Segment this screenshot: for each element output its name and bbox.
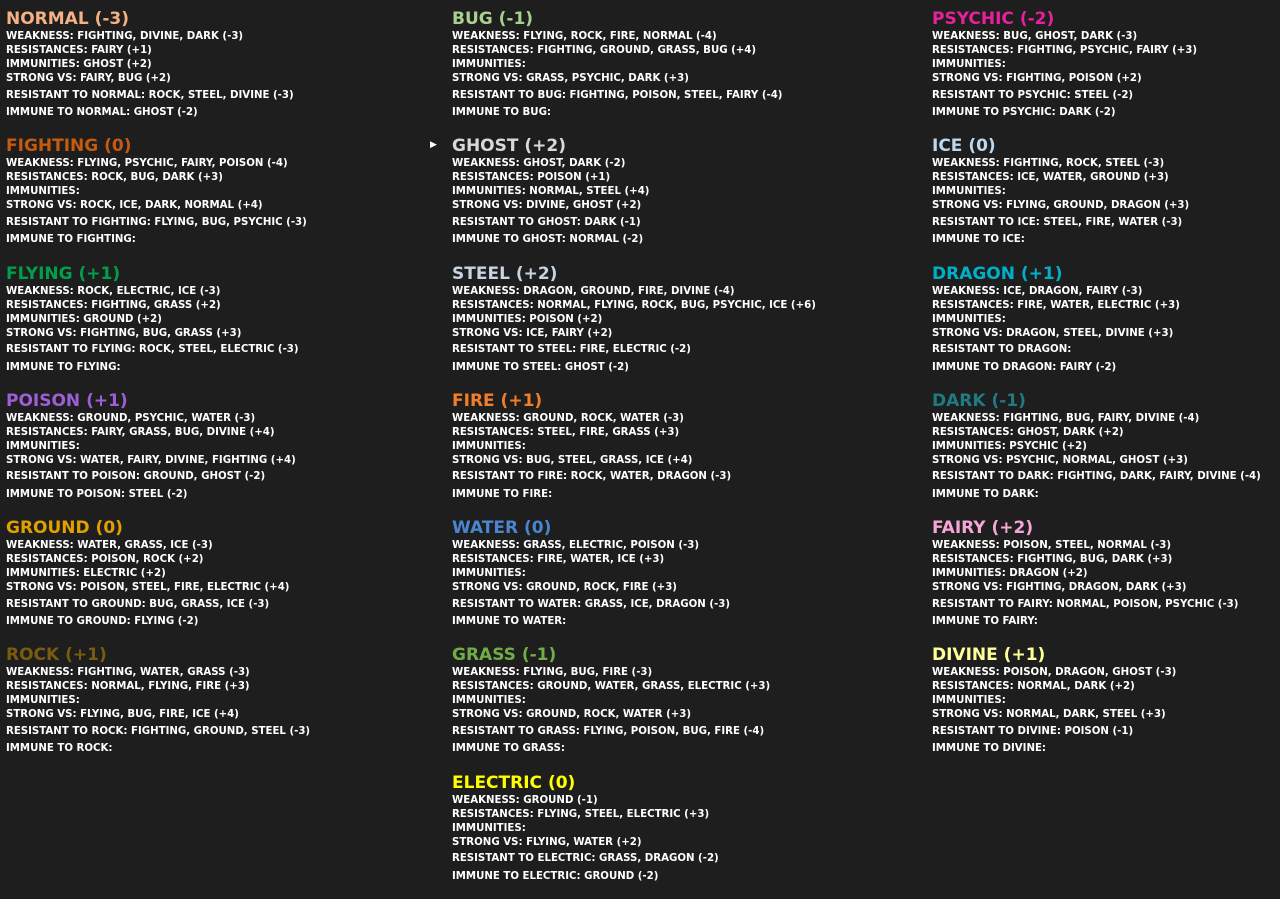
weakness-line: WEAKNESS: FLYING, BUG, FIRE (-3) xyxy=(452,667,653,679)
immune-to-line: IMMUNE TO FIRE: xyxy=(452,488,553,500)
strong-vs-line: STRONG VS: FLYING, GROUND, DRAGON (+3) xyxy=(932,200,1190,212)
resistant-to-line: RESISTANT TO ELECTRIC: GRASS, DRAGON (-2) xyxy=(452,853,719,865)
immune-to-line: IMMUNE TO POISON: STEEL (-2) xyxy=(6,488,188,500)
pointer-icon: ▶ xyxy=(430,140,437,151)
resistant-to-line: RESISTANT TO ROCK: FIGHTING, GROUND, STEEL (-3) xyxy=(6,725,311,737)
immunities-line: IMMUNITIES: xyxy=(932,313,1006,325)
resistances-line: RESISTANCES: ICE, WATER, GROUND (+3) xyxy=(932,172,1169,184)
resistant-to-line: RESISTANT TO FIGHTING: FLYING, BUG, PSYCHIC (-3) xyxy=(6,216,307,228)
type-block-rock xyxy=(6,644,436,757)
immunities-line: IMMUNITIES: xyxy=(452,568,526,580)
strong-vs-line: STRONG VS: ICE, FAIRY (+2) xyxy=(452,327,613,339)
resistances-line: RESISTANCES: FIGHTING, BUG, DARK (+3) xyxy=(932,554,1173,566)
immune-to-line: IMMUNE TO FIGHTING: xyxy=(6,234,136,246)
type-block-ghost xyxy=(430,135,922,248)
resistant-to-line: RESISTANT TO WATER: GRASS, ICE, DRAGON (-3) xyxy=(452,598,731,610)
type-title: FLYING (+1) xyxy=(6,263,121,284)
strong-vs-line: STRONG VS: ROCK, ICE, DARK, NORMAL (+4) xyxy=(6,200,263,212)
type-title: ICE (0) xyxy=(932,136,996,157)
strong-vs-line: STRONG VS: NORMAL, DARK, STEEL (+3) xyxy=(932,709,1166,721)
resistant-to-line: RESISTANT TO GROUND: BUG, GRASS, ICE (-3) xyxy=(6,598,270,610)
immunities-line: IMMUNITIES: xyxy=(932,59,1006,70)
immunities-line: IMMUNITIES: xyxy=(452,440,526,452)
type-block-fire xyxy=(452,390,922,503)
resistant-to-line: RESISTANT TO PSYCHIC: STEEL (-2) xyxy=(932,89,1134,101)
weakness-line: WEAKNESS: POISON, STEEL, NORMAL (-3) xyxy=(932,540,1171,552)
immune-to-line: IMMUNE TO FAIRY: xyxy=(932,616,1038,628)
resistances-line: RESISTANCES: NORMAL, DARK (+2) xyxy=(932,681,1135,693)
resistant-to-line: RESISTANT TO NORMAL: ROCK, STEEL, DIVINE (-3) xyxy=(6,89,294,101)
immunities-line: IMMUNITIES: GHOST (+2) xyxy=(6,59,152,70)
type-title: NORMAL (-3) xyxy=(6,9,130,29)
resistances-line: RESISTANCES: GHOST, DARK (+2) xyxy=(932,426,1124,438)
type-block-psychic xyxy=(932,8,1277,121)
resistant-to-line: RESISTANT TO DRAGON: xyxy=(932,344,1072,356)
immune-to-line: IMMUNE TO ICE: xyxy=(932,234,1025,246)
type-title: DARK (-1) xyxy=(932,390,1026,411)
strong-vs-line: STRONG VS: GROUND, ROCK, FIRE (+3) xyxy=(452,582,677,594)
weakness-line: WEAKNESS: FIGHTING, WATER, GRASS (-3) xyxy=(6,667,250,679)
weakness-line: WEAKNESS: FLYING, ROCK, FIRE, NORMAL (-4) xyxy=(452,31,717,42)
resistances-line: RESISTANCES: FIRE, WATER, ICE (+3) xyxy=(452,554,665,566)
type-column-3 xyxy=(932,8,1277,772)
type-title: FIRE (+1) xyxy=(452,390,543,411)
weakness-line: WEAKNESS: BUG, GHOST, DARK (-3) xyxy=(932,31,1138,42)
resistances-line: RESISTANCES: GROUND, WATER, GRASS, ELECTRIC (+3) xyxy=(452,681,771,693)
immunities-line: IMMUNITIES: xyxy=(6,440,80,452)
weakness-line: WEAKNESS: FIGHTING, BUG, FAIRY, DIVINE (-4) xyxy=(932,412,1200,424)
weakness-line: WEAKNESS: ROCK, ELECTRIC, ICE (-3) xyxy=(6,285,221,297)
resistant-to-line: RESISTANT TO BUG: FIGHTING, POISON, STEEL, FAIRY (-4) xyxy=(452,89,783,101)
immunities-line: IMMUNITIES: NORMAL, STEEL (+4) xyxy=(452,186,650,198)
immune-to-line: IMMUNE TO PSYCHIC: DARK (-2) xyxy=(932,107,1116,118)
immune-to-line: IMMUNE TO GROUND: FLYING (-2) xyxy=(6,616,199,628)
type-block-steel xyxy=(452,263,922,376)
resistant-to-line: RESISTANT TO FAIRY: NORMAL, POISON, PSYCHIC (-3) xyxy=(932,598,1239,610)
type-title: GHOST (+2) xyxy=(452,136,567,157)
resistant-to-line: RESISTANT TO FLYING: ROCK, STEEL, ELECTRIC (-3) xyxy=(6,344,299,356)
resistances-line: RESISTANCES: FAIRY, GRASS, BUG, DIVINE (+4) xyxy=(6,426,275,438)
type-block-grass xyxy=(452,644,922,757)
resistant-to-line: RESISTANT TO GHOST: DARK (-1) xyxy=(452,216,641,228)
immune-to-line: IMMUNE TO NORMAL: GHOST (-2) xyxy=(6,107,198,118)
type-block-flying xyxy=(6,263,436,376)
immunities-line: IMMUNITIES: xyxy=(6,186,80,198)
resistant-to-line: RESISTANT TO FIRE: ROCK, WATER, DRAGON (-3) xyxy=(452,471,732,483)
strong-vs-line: STRONG VS: POISON, STEEL, FIRE, ELECTRIC (+4) xyxy=(6,582,290,594)
weakness-line: WEAKNESS: ICE, DRAGON, FAIRY (-3) xyxy=(932,285,1143,297)
immune-to-line: IMMUNE TO WATER: xyxy=(452,616,567,628)
immune-to-line: IMMUNE TO FLYING: xyxy=(6,361,121,373)
strong-vs-line: STRONG VS: FLYING, BUG, FIRE, ICE (+4) xyxy=(6,709,239,721)
immune-to-line: IMMUNE TO ELECTRIC: GROUND (-2) xyxy=(452,870,659,882)
type-block-dark xyxy=(932,390,1277,503)
immunities-line: IMMUNITIES: xyxy=(452,59,526,70)
immune-to-line: IMMUNE TO DARK: xyxy=(932,488,1039,500)
type-title: BUG (-1) xyxy=(452,9,534,29)
immunities-line: IMMUNITIES: xyxy=(452,695,526,707)
weakness-line: WEAKNESS: WATER, GRASS, ICE (-3) xyxy=(6,540,213,552)
resistances-line: RESISTANCES: FIRE, WATER, ELECTRIC (+3) xyxy=(932,299,1180,311)
strong-vs-line: STRONG VS: PSYCHIC, NORMAL, GHOST (+3) xyxy=(932,454,1188,466)
resistances-line: RESISTANCES: FIGHTING, PSYCHIC, FAIRY (+3) xyxy=(932,45,1198,56)
strong-vs-line: STRONG VS: FIGHTING, POISON (+2) xyxy=(932,73,1142,84)
type-column-1 xyxy=(6,8,436,772)
strong-vs-line: STRONG VS: FIGHTING, BUG, GRASS (+3) xyxy=(6,327,242,339)
immune-to-line: IMMUNE TO DIVINE: xyxy=(932,743,1047,755)
immunities-line: IMMUNITIES: POISON (+2) xyxy=(452,313,603,325)
resistant-to-line: RESISTANT TO ICE: STEEL, FIRE, WATER (-3) xyxy=(932,216,1183,228)
type-title: PSYCHIC (-2) xyxy=(932,9,1055,29)
type-title: STEEL (+2) xyxy=(452,263,558,284)
resistant-to-line: RESISTANT TO GRASS: FLYING, POISON, BUG, FIRE (-4) xyxy=(452,725,765,737)
resistances-line: RESISTANCES: NORMAL, FLYING, FIRE (+3) xyxy=(6,681,250,693)
type-block-water xyxy=(452,517,922,630)
resistant-to-line: RESISTANT TO STEEL: FIRE, ELECTRIC (-2) xyxy=(452,344,691,356)
immunities-line: IMMUNITIES: xyxy=(6,695,80,707)
weakness-line: WEAKNESS: FLYING, PSYCHIC, FAIRY, POISON (-4) xyxy=(6,158,288,170)
type-block-dragon xyxy=(932,263,1277,376)
type-column-2 xyxy=(430,8,922,899)
resistances-line: RESISTANCES: NORMAL, FLYING, ROCK, BUG, PSYCHIC, ICE (+6) xyxy=(452,299,816,311)
type-block-ice xyxy=(932,135,1277,248)
type-title: GROUND (0) xyxy=(6,518,123,539)
type-title: FAIRY (+2) xyxy=(932,518,1034,539)
resistant-to-line: RESISTANT TO DARK: FIGHTING, DARK, FAIRY, DIVINE (-4) xyxy=(932,471,1261,483)
strong-vs-line: STRONG VS: DRAGON, STEEL, DIVINE (+3) xyxy=(932,327,1174,339)
type-title: DIVINE (+1) xyxy=(932,645,1046,666)
strong-vs-line: STRONG VS: DIVINE, GHOST (+2) xyxy=(452,200,642,212)
immune-to-line: IMMUNE TO DRAGON: FAIRY (-2) xyxy=(932,361,1117,373)
immune-to-line: IMMUNE TO GRASS: xyxy=(452,743,565,755)
immune-to-line: IMMUNE TO STEEL: GHOST (-2) xyxy=(452,361,629,373)
resistant-to-line: RESISTANT TO DIVINE: POISON (-1) xyxy=(932,725,1134,737)
strong-vs-line: STRONG VS: FAIRY, BUG (+2) xyxy=(6,73,171,84)
resistances-line: RESISTANCES: FAIRY (+1) xyxy=(6,45,152,56)
type-title: ELECTRIC (0) xyxy=(452,772,576,793)
strong-vs-line: STRONG VS: BUG, STEEL, GRASS, ICE (+4) xyxy=(452,454,693,466)
weakness-line: WEAKNESS: GRASS, ELECTRIC, POISON (-3) xyxy=(452,540,700,552)
immunities-line: IMMUNITIES: xyxy=(932,695,1006,707)
strong-vs-line: STRONG VS: WATER, FAIRY, DIVINE, FIGHTING (+4) xyxy=(6,454,296,466)
type-block-ground xyxy=(6,517,436,630)
resistant-to-line: RESISTANT TO POISON: GROUND, GHOST (-2) xyxy=(6,471,266,483)
immune-to-line: IMMUNE TO BUG: xyxy=(452,107,551,118)
immunities-line: IMMUNITIES: PSYCHIC (+2) xyxy=(932,440,1087,452)
weakness-line: WEAKNESS: GROUND (-1) xyxy=(452,794,598,806)
strong-vs-line: STRONG VS: FIGHTING, DRAGON, DARK (+3) xyxy=(932,582,1187,594)
immune-to-line: IMMUNE TO ROCK: xyxy=(6,743,113,755)
weakness-line: WEAKNESS: GROUND, ROCK, WATER (-3) xyxy=(452,412,684,424)
type-title: ROCK (+1) xyxy=(6,645,107,666)
type-block-divine xyxy=(932,644,1277,757)
immunities-line: IMMUNITIES: xyxy=(452,822,526,834)
type-title: DRAGON (+1) xyxy=(932,263,1063,284)
immunities-line: IMMUNITIES: xyxy=(932,186,1006,198)
resistances-line: RESISTANCES: FIGHTING, GROUND, GRASS, BUG (+4) xyxy=(452,45,757,56)
resistances-line: RESISTANCES: POISON (+1) xyxy=(452,172,611,184)
immunities-line: IMMUNITIES: GROUND (+2) xyxy=(6,313,162,325)
immune-to-line: IMMUNE TO GHOST: NORMAL (-2) xyxy=(452,234,644,246)
immunities-line: IMMUNITIES: DRAGON (+2) xyxy=(932,568,1088,580)
weakness-line: WEAKNESS: FIGHTING, ROCK, STEEL (-3) xyxy=(932,158,1165,170)
resistances-line: RESISTANCES: ROCK, BUG, DARK (+3) xyxy=(6,172,223,184)
type-block-normal xyxy=(6,8,436,121)
type-block-fairy xyxy=(932,517,1277,630)
weakness-line: WEAKNESS: GROUND, PSYCHIC, WATER (-3) xyxy=(6,412,256,424)
resistances-line: RESISTANCES: FIGHTING, GRASS (+2) xyxy=(6,299,221,311)
type-block-poison xyxy=(6,390,436,503)
type-title: WATER (0) xyxy=(452,518,552,539)
weakness-line: WEAKNESS: DRAGON, GROUND, FIRE, DIVINE (-4) xyxy=(452,285,735,297)
type-block-bug xyxy=(452,8,922,121)
weakness-line: WEAKNESS: POISON, DRAGON, GHOST (-3) xyxy=(932,667,1177,679)
strong-vs-line: STRONG VS: GRASS, PSYCHIC, DARK (+3) xyxy=(452,73,689,84)
weakness-line: WEAKNESS: GHOST, DARK (-2) xyxy=(452,158,626,170)
weakness-line: WEAKNESS: FIGHTING, DIVINE, DARK (-3) xyxy=(6,31,244,42)
type-title: FIGHTING (0) xyxy=(6,136,132,157)
type-title: POISON (+1) xyxy=(6,390,128,411)
strong-vs-line: STRONG VS: GROUND, ROCK, WATER (+3) xyxy=(452,709,692,721)
immunities-line: IMMUNITIES: ELECTRIC (+2) xyxy=(6,568,166,580)
resistances-line: RESISTANCES: FLYING, STEEL, ELECTRIC (+3) xyxy=(452,808,710,820)
type-block-fighting xyxy=(6,135,436,248)
type-block-electric xyxy=(452,772,922,885)
resistances-line: RESISTANCES: STEEL, FIRE, GRASS (+3) xyxy=(452,426,680,438)
strong-vs-line: STRONG VS: FLYING, WATER (+2) xyxy=(452,836,642,848)
resistances-line: RESISTANCES: POISON, ROCK (+2) xyxy=(6,554,204,566)
type-title: GRASS (-1) xyxy=(452,645,557,666)
